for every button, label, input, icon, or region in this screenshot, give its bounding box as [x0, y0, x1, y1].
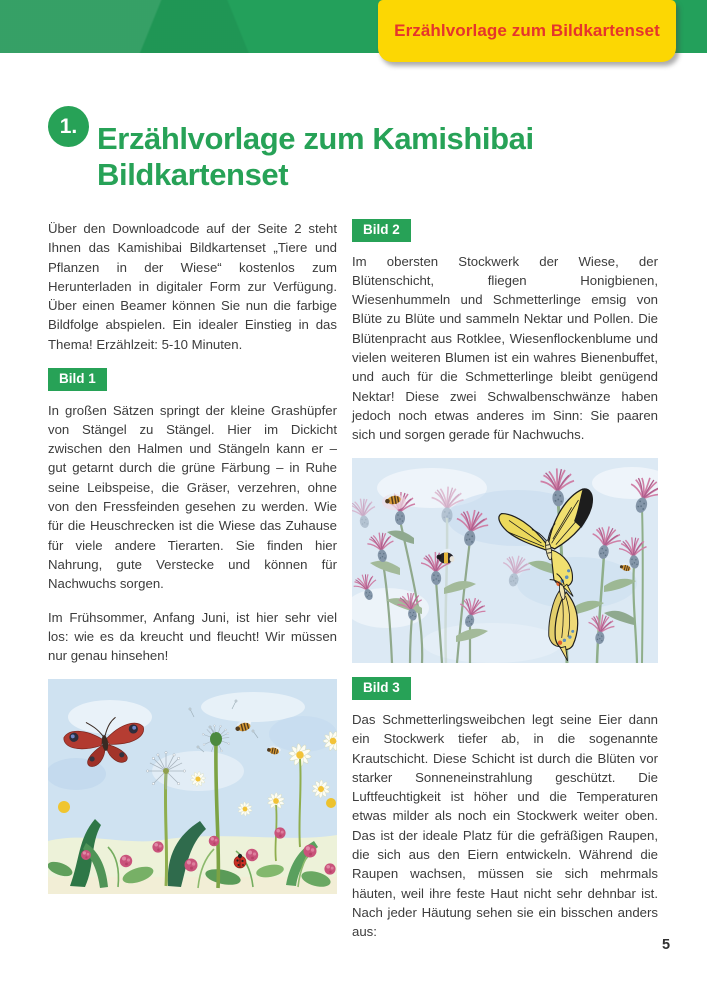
- bild-3-paragraph: Das Schmetterlingsweibchen legt seine Eier dann ein Stockwerk tiefer ab, in die sogenannte Krautschicht. Diese Schicht ist durch die Blüten vor starker Sonneneinstrahlung geschützt. Die Luftfeuchtigkeit ist höher und die Temperaturen etwas milder als noch ein Stockwerk weiter oben. Das ist der ideale Platz für die gefräßigen Raupen, die sich aus den Eiern entwickeln. Während die Raupen wachsen, müssen sie sich mehrmals häuten, weil ihre feste Haut nicht sehr dehnbar ist. Nach jeder Häutung sehen sie ein bisschen anders aus:: [352, 711, 658, 940]
- bild-2-paragraph: Im obersten Stockwerk der Wiese, der Blütenschicht, fliegen Honigbienen, Wiesenhummeln und Schmetterlinge emsig von Blüte zu Blüte und sammeln Nektar und Pollen. Die Blütenpracht aus Rotklee, Wiesenflockenblume und vielen weiteren Blumen ist ein wahres Bienenbuffet, und auch für die Schmetterlinge bleibt genügend Nektar! Diese zwei Schwalbenschwänze haben jedoch noch etwas anderes im Sinn: Sie paaren sich und sorgen gerade für Nachwuchs.: [352, 253, 658, 443]
- chapter-number: 1.: [59, 114, 78, 138]
- swallowtail-scene-image: [352, 458, 658, 663]
- page-title-line1: Erzählvorlage zum Kamishibai: [97, 120, 534, 156]
- bild-2-illustration: [352, 458, 658, 663]
- bild-2-badge: Bild 2: [352, 219, 411, 242]
- bild-3-badge: Bild 3: [352, 677, 411, 700]
- left-column: [48, 219, 337, 894]
- page-title-line2: Bildkartenset: [97, 156, 289, 192]
- page-title: [97, 121, 534, 193]
- bild-1-paragraph-2: Im Frühsommer, Anfang Juni, ist hier sehr viel los: wie es da kreucht und fleucht! Wir müssen nur genau hinsehen!: [48, 609, 337, 664]
- intro-paragraph: Über den Downloadcode auf der Seite 2 steht Ihnen das Kamishibai Bildkartenset „Tiere und Pflanzen in der Wiese“ kostenlos zum Herunterladen in digitaler Form zur Verfügung. Über einen Beamer können Sie nun die farbige Bildfolge abspielen. Ein idealer Einstieg in das Thema! Erzählzeit: 5-10 Minuten.: [48, 221, 337, 352]
- right-column: [352, 219, 658, 956]
- meadow-scene-image: [48, 679, 337, 894]
- header-tab-label: Erzählvorlage zum Bildkartenset: [394, 21, 660, 40]
- bild-1-paragraph-1: In großen Sätzen springt der kleine Grashüpfer von Stängel zu Stängel. Hier im Dickicht zwischen den Halmen und Stängeln kann er – gut getarnt durch die grüne Färbung – in Ruhe seine Leibspeise, die Gräser, verzehren, ohne von den Fressfeinden gesehen zu werden. Wie für die Heuschrecken ist die Wiese das Zuhause für viele andere Tierarten. Sie finden hier Nahrung, gute Verstecke und können für Nachwuchs sorgen.: [48, 402, 337, 592]
- page-number: 5: [662, 937, 671, 953]
- bild-1-illustration: [48, 679, 337, 894]
- header-tab: [378, 0, 676, 62]
- chapter-number-badge: [48, 106, 89, 147]
- bild-1-badge: Bild 1: [48, 368, 107, 391]
